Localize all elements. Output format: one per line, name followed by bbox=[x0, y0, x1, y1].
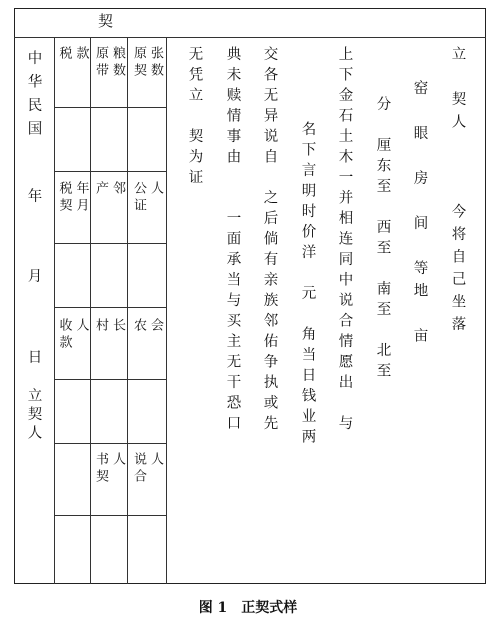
body-column-7: 典未赎情事由 一面承当与买主无干恐口 bbox=[224, 46, 241, 436]
grid-vline-1 bbox=[54, 37, 55, 584]
grid-vline-2 bbox=[90, 37, 91, 584]
form-title: 契 bbox=[98, 12, 114, 30]
cell-neighbors: 产 邻 bbox=[93, 181, 125, 198]
body-column-4: 上下金石土木一并相连同中说合情愿出 与 bbox=[336, 46, 353, 436]
grid-hline-5 bbox=[54, 379, 166, 380]
body-column-2: 窑 眼 房 间 等地 亩 bbox=[411, 80, 428, 350]
cell-original-grain: 原带 粮数 bbox=[93, 46, 125, 80]
grid-hline-4 bbox=[54, 307, 166, 308]
cell-village-head: 村 长 bbox=[93, 318, 125, 335]
body-column-1: 立 契人 今将自己坐落 bbox=[449, 46, 466, 339]
date-republic: 中华民国 bbox=[25, 50, 42, 144]
grid-hline-2 bbox=[54, 171, 166, 172]
figure-caption: 图 1 正契式样 bbox=[198, 600, 298, 616]
date-year: 年 bbox=[25, 188, 42, 203]
cell-scribe: 书契 人 bbox=[93, 452, 125, 486]
body-column-3: 分 厘东至 西至 南至 北至 bbox=[374, 96, 391, 383]
cell-mediator: 说合 人 bbox=[131, 452, 163, 486]
cell-tax-deed-date: 税契 年月 bbox=[56, 181, 89, 215]
grid-hline-3 bbox=[54, 243, 166, 244]
grid-vline-3 bbox=[127, 37, 128, 584]
body-column-6: 交各无异说自 之后倘有亲族邻佑争执或先 bbox=[261, 46, 278, 436]
grid-vline-4 bbox=[166, 37, 167, 584]
cell-notary: 公证 人 bbox=[131, 181, 163, 215]
grid-hline-6 bbox=[54, 443, 166, 444]
cell-farmers-assoc: 农 会 bbox=[131, 318, 163, 335]
body-column-5: 名下言明时价洋 元 角当日钱业两 bbox=[299, 121, 316, 449]
title-divider bbox=[14, 37, 486, 38]
grid-hline-1 bbox=[54, 107, 166, 108]
body-column-8: 无凭立 契为证 bbox=[186, 46, 203, 190]
cell-receiver: 收款 人 bbox=[56, 318, 89, 352]
cell-tax-amount: 款 税 bbox=[56, 46, 89, 79]
grid-hline-7 bbox=[54, 515, 166, 516]
date-day-signer: 日 立契人 bbox=[25, 349, 42, 443]
cell-original-deed-count: 原契 张数 bbox=[131, 46, 163, 80]
date-month: 月 bbox=[25, 268, 42, 283]
